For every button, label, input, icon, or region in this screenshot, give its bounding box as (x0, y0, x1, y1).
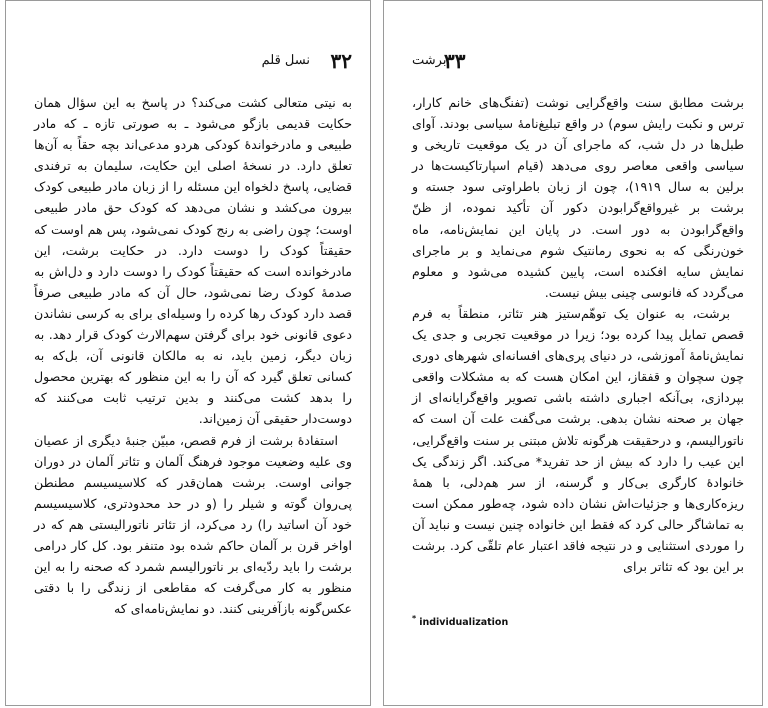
footnote-text: individualization (419, 617, 509, 629)
left-page (5, 0, 371, 706)
left-paragraph-1: به نیتی متعالی کشت می‌کند؟ در پاسخ به این سؤال همان حکایت قدیمی بازگو می‌شود ـ به صورتی تازه ـ که مادر طبیعی و مادرخواندهٔ کودکی هردو مدعی‌اند بچه حقاً به آن‌ها تعلق دارد. در نسخهٔ اصلی این حکایت، سلیمان به ترفندی قضایی، پاسخ دلخواه این مسئله را از زبان مادر طبیعی کودک بیرون می‌کشد و نشان می‌دهد که کودک حق مادر طبیعی اوست؛ چون راضی به رنج کودک نمی‌شود، پس هم اوست که حقیقتاً کودک را دوست دارد. در حکایت برشت، این مادرخوانده است که حقیقتاً کودک را دوست دارد و دل‌اش به صدمهٔ کودک رضا نمی‌شود، حال آن که مادر طبیعی صرفاً قصد دارد کودک رها کرده را وسیله‌ای برای به کرسی نشاندن دعوی قانونی خود برای گرفتن سهم‌الارث کودک قرار دهد. به زبان دیگر، زمین باید، نه به مالکان قانونی آن، بل‌که به کسانی تعلق گیرد که آن را به این منظور که بهترین محصول را بدهد کشت می‌کنند و بدین ترتیب ثابت می‌کنند که دوست‌دار حقیقی آن زمین‌اند. (34, 95, 352, 427)
left-paragraph-2: استفادهٔ برشت از فرم قصص، مبیّن جنبهٔ دیگری از عصیان وی علیه وضعیت موجود فرهنگ آلمان و تئاتر آلمان در دوران جوانی اوست. برشت همان‌قدر که کلاسیسیسم مطنطن پی‌روان گوته و شیلر را (و در حد محدودتری، کلاسیسیسم خود آن اساتید را) رد می‌کرد، از تئاتر ناتورالیستی هم که در اواخر قرن بر آلمان حاکم شده بود متنفر بود. کل کار درامی برشت را باید ردّیه‌ای بر ناتورالیسم شمرد که صحنه را به این منظور به کار می‌گرفت که مقاطعی از زندگی را با دقتی عکس‌گونه بازآفرینی کنند. دو نمایش‌نامه‌ای که (34, 432, 352, 617)
right-page-header (384, 49, 764, 73)
footnote (412, 614, 508, 628)
right-page-body (412, 92, 744, 577)
right-paragraph-1: برشت مطابق سنت واقع‌گرایی نوشت (تفنگ‌های خانم کارار، ترس و نکبت رایش سوم) در واقع تبلیغ‌نامهٔ سیاسی بودند. آوای طبل‌ها در دل شب، که ماجرای آن در یک موقعیت تاریخی و سیاسی واقعی معاصر روی می‌دهد (قیام اسپارتاکیست‌ها در برلین به سال ۱۹۱۹)، چون از زبان باطراوتی سود جسته و برشت بر غیرواقع‌گرابودن دکور آن تأکید نموده، از ظنّ واقع‌گرابودن به دور است. در پایان این نمایش‌نامه، ماه خون‌رنگی که به نحوی رمانتیک شوم می‌نماید و بر ماجرای نمایش سایه افکنده است، پایین کشیده می‌شود و معلوم می‌گردد که فانوسی چینی بیش نیست. (412, 95, 744, 300)
left-page-body (34, 92, 352, 619)
footnote-marker: * (412, 614, 417, 623)
right-page-number: ۳۳ (444, 49, 466, 73)
left-page-number: ۳۲ (330, 49, 352, 73)
left-page-running-title: نسل قلم (261, 53, 310, 68)
right-page (383, 0, 763, 706)
right-paragraph-2: برشت، به عنوان یک توهّم‌ستیز هنر تئاتر، منطقاً به فرم قصص تمایل پیدا کرده بود؛ زیرا در موقعیت تجربی و جدی یک نمایش‌نامهٔ آموزشی، در دنیای پری‌های افسانه‌ای شهرهای دوری چون سچوان و قفقاز، این امکان هست که به مشکلات واقعی بپردازی، بی‌آنکه اجباری داشته باشی تصویر واقع‌گرایانه‌ای از جهان بر صحنه نشان بدهی. برشت می‌گفت علت آن است که ناتورالیسم، و درحقیقت هرگونه تلاش مبتنی بر سنت واقع‌گرایی، این عیب را دارد که بیش از حد تفرید* می‌کند. اگر زندگی یک خانوادهٔ کارگری بی‌کار و گرسنه، از سر هم‌دلی، با همهٔ ریزه‌کاری‌ها و جزئیات‌اش نشان داده شود، چه‌طور ممکن است به تماشاگر حالی کرد که فقط این خانواده چنین نیست و نباید آن را موردی استثنایی و در نتیجه فاقد اعتبار عام تلقّی کرد. برشت بر این بود که تئاتر برای (412, 305, 744, 575)
left-page-header (6, 49, 372, 73)
right-page-running-title: برشت (412, 53, 447, 68)
